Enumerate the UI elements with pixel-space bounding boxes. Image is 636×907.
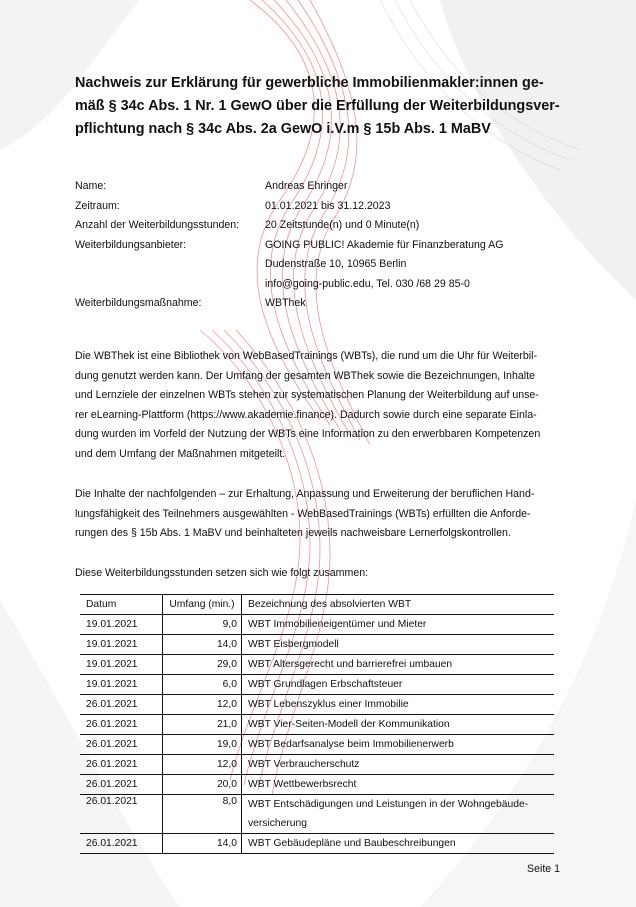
- cell-title-line: WBT Gebäudepläne und Baubeschreibungen: [248, 838, 456, 849]
- cell-title-line: WBT Eisbergmodell: [248, 639, 339, 650]
- cell-minutes: 14,0: [163, 635, 242, 655]
- cell-minutes: 19,0: [163, 735, 242, 755]
- paragraph-line: rungen des § 15b Abs. 1 MaBV und beinhalteten jeweils nachweisbare Lernerfolgskontrollen.: [75, 527, 511, 540]
- cell-title: [242, 695, 555, 715]
- name-value: Andreas Ehringer: [265, 180, 348, 192]
- cell-date: 26.01.2021: [80, 715, 163, 735]
- paragraph-line: rer eLearning-Plattform (https://www.akademie.finance). Dadurch sowie durch eine separate Einla-: [75, 408, 537, 421]
- cell-title-line: WBT Verbraucherschutz: [248, 759, 360, 770]
- cell-title: [242, 635, 555, 655]
- cell-minutes: 8,0: [163, 795, 242, 834]
- measure-label: Weiterbildungsmaßnahme:: [75, 297, 202, 309]
- cell-date: 19.01.2021: [80, 655, 163, 675]
- training-table: [80, 594, 554, 854]
- cell-title-line: WBT Grundlagen Erbschaftsteuer: [248, 679, 403, 690]
- cell-title: [242, 715, 555, 735]
- period-value: 01.01.2021 bis 31.12.2023: [265, 199, 391, 212]
- requirements-paragraph: [75, 485, 563, 544]
- table-row: [80, 655, 554, 675]
- header-title: Bezeichnung des absolvierten WBT: [242, 595, 555, 615]
- table-row: [80, 775, 554, 795]
- provider-label: Weiterbildungsanbieter:: [75, 238, 187, 251]
- cell-title: [242, 834, 555, 854]
- title-line: Nachweis zur Erklärung für gewerbliche Immobilienmakler:innen ge-: [75, 75, 544, 91]
- hours-label: Anzahl der Weiterbildungsstunden:: [75, 219, 240, 231]
- cell-minutes: 14,0: [163, 834, 242, 854]
- table-row: [80, 755, 554, 775]
- paragraph-line: Die WBThek ist eine Bibliothek von WebBasedTrainings (WBTs), die rund um die Uhr für Weiterbil-: [75, 350, 537, 362]
- table-row: [80, 735, 554, 755]
- title-line: pflichtung nach § 34c Abs. 2a GewO i.V.m § 15b Abs. 1 MaBV: [75, 121, 491, 137]
- header-date: Datum: [80, 595, 163, 615]
- paragraph-line: und Lernziele der einzelnen WBTs stehen zur systematischen Planung der Weiterbildung auf unse-: [75, 389, 539, 402]
- table-header-row: [80, 595, 554, 615]
- period-label: Zeitraum:: [75, 199, 120, 212]
- cell-title: [242, 735, 555, 755]
- cell-minutes: 12,0: [163, 755, 242, 775]
- title-line: mäß § 34c Abs. 1 Nr. 1 GewO über die Erfüllung der Weiterbildungsver-: [75, 98, 560, 114]
- table-row: [80, 695, 554, 715]
- cell-title: [242, 775, 555, 795]
- page-number: Seite 1: [527, 863, 560, 875]
- paragraph-line: Die Inhalte der nachfolgenden – zur Erhaltung, Anpassung und Erweiterung der beruflichen Hand-: [75, 488, 535, 500]
- header-minutes: Umfang (min.): [163, 595, 242, 615]
- provider-name: GOING PUBLIC! Akademie für Finanzberatung AG: [265, 238, 504, 251]
- cell-date: 19.01.2021: [80, 635, 163, 655]
- measure-value: WBThek: [265, 297, 306, 309]
- cell-title: [242, 615, 555, 635]
- table-row: [80, 675, 554, 695]
- cell-date: 26.01.2021: [80, 775, 163, 795]
- table-row: [80, 715, 554, 735]
- cell-title-line: WBT Entschädigungen und Leistungen in der Wohngebäude-: [248, 799, 529, 810]
- cell-date: 26.01.2021: [80, 795, 163, 834]
- provider-address: Dudenstraße 10, 10965 Berlin: [265, 258, 407, 270]
- cell-date: 26.01.2021: [80, 834, 163, 854]
- cell-title-line: WBT Bedarfsanalyse beim Immobilienerwerb: [248, 739, 454, 750]
- cell-title-line: WBT Vier-Seiten-Modell der Kommunikation: [248, 719, 450, 730]
- paragraph-line: dung genutzt werden kann. Der Umfang der gesamten WBThek sowie die Bezeichnungen, Inhalte: [75, 369, 535, 382]
- cell-minutes: 21,0: [163, 715, 242, 735]
- provider-contact: info@going-public.edu, Tel. 030 /68 29 85-0: [265, 277, 470, 290]
- cell-title: [242, 675, 555, 695]
- cell-title-line: WBT Wettbewerbsrecht: [248, 779, 357, 790]
- cell-minutes: 6,0: [163, 675, 242, 695]
- description-paragraph: [75, 347, 563, 465]
- cell-minutes: 29,0: [163, 655, 242, 675]
- cell-title: [242, 655, 555, 675]
- paragraph-line: und dem Umfang der Maßnahmen mitgeteilt.: [75, 447, 286, 460]
- cell-title: [242, 755, 555, 775]
- name-label: Name:: [75, 180, 107, 192]
- cell-date: 26.01.2021: [80, 735, 163, 755]
- paragraph-line: dung wurden im Vorfeld der Nutzung der WBTs eine Information zu den erwerbbaren Kompetenzen: [75, 428, 541, 441]
- cell-date: 19.01.2021: [80, 675, 163, 695]
- paragraph-line: lungsfähigkeit des Teilnehmers ausgewählten - WebBasedTrainings (WBTs) erfüllten die Anforde-: [75, 507, 531, 520]
- cell-title-line: versicherung: [248, 818, 307, 829]
- table-row: [80, 834, 554, 854]
- cell-date: 26.01.2021: [80, 755, 163, 775]
- cell-title-line: WBT Altersgerecht und barrierefrei umbauen: [248, 659, 453, 670]
- cell-date: 26.01.2021: [80, 695, 163, 715]
- cell-title: [242, 795, 555, 834]
- hours-value: 20 Zeitstunde(n) und 0 Minute(n): [265, 219, 420, 231]
- cell-minutes: 12,0: [163, 695, 242, 715]
- cell-minutes: 20,0: [163, 775, 242, 795]
- cell-title-line: WBT Immobilieneigentümer und Mieter: [248, 619, 427, 630]
- document-title: [75, 72, 563, 141]
- cell-minutes: 9,0: [163, 615, 242, 635]
- table-row: [80, 615, 554, 635]
- table-row: [80, 635, 554, 655]
- table-intro: Diese Weiterbildungsstunden setzen sich wie folgt zusammen:: [75, 567, 369, 579]
- cell-date: 19.01.2021: [80, 615, 163, 635]
- table-row: [80, 795, 554, 834]
- cell-title-line: WBT Lebenszyklus einer Immobilie: [248, 699, 409, 710]
